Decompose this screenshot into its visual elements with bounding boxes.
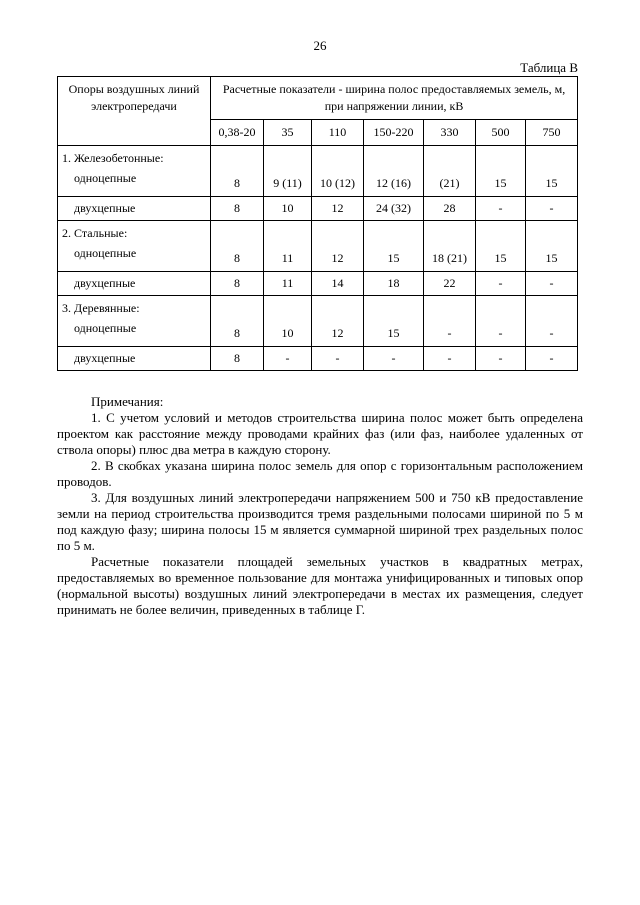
table-row: [58, 347, 578, 371]
table-caption: Таблица В: [520, 60, 578, 75]
table-cell: 11: [264, 272, 312, 296]
table-cell: 10 (12): [312, 146, 364, 197]
table-cell: 8: [211, 197, 264, 221]
table-cell: 15: [364, 296, 424, 347]
note-item: 2. В скобках указана ширина полос земель для опор с горизонтальным расположением проводов.: [57, 458, 583, 489]
table-cell: -: [526, 347, 578, 371]
table-row: [58, 221, 578, 272]
header-supports: Опоры воздушных линий электропередачи: [58, 77, 211, 146]
voltage-header: 500: [476, 120, 526, 146]
voltage-header: 35: [264, 120, 312, 146]
table-cell: 15: [476, 146, 526, 197]
table-cell: -: [476, 197, 526, 221]
notes-section: [57, 394, 583, 618]
table-cell: 10: [264, 197, 312, 221]
voltage-header: 0,38-20: [211, 120, 264, 146]
row-label: [58, 347, 211, 371]
table-cell: 9 (11): [264, 146, 312, 197]
table-cell: 8: [211, 146, 264, 197]
table-row: [58, 146, 578, 197]
table-cell: -: [364, 347, 424, 371]
table-cell: -: [476, 272, 526, 296]
table-cell: -: [424, 296, 476, 347]
table-cell: 11: [264, 221, 312, 272]
table-cell: -: [264, 347, 312, 371]
table-cell: 14: [312, 272, 364, 296]
notes-title: Примечания:: [91, 394, 164, 409]
table-cell: 12: [312, 197, 364, 221]
header-row: [58, 77, 578, 120]
header-indicators: Расчетные показатели - ширина полос предоставляемых земель, м, при напряжении линии, кВ: [211, 77, 578, 120]
table-cell: -: [526, 296, 578, 347]
row-label: [58, 296, 211, 347]
row-sublabel: двухцепные: [74, 276, 136, 290]
row-sublabel: одноцепные: [74, 321, 137, 335]
table-cell: 24 (32): [364, 197, 424, 221]
group-title: 1. Железобетонные:: [62, 151, 164, 165]
table-cell: 18: [364, 272, 424, 296]
table-cell: 12: [312, 296, 364, 347]
table-cell: 12 (16): [364, 146, 424, 197]
table-cell: 15: [526, 221, 578, 272]
voltage-header: 330: [424, 120, 476, 146]
table-cell: -: [526, 197, 578, 221]
note-item: 3. Для воздушных линий электропередачи напряжением 500 и 750 кВ предоставление земли на период строительства производится тремя раздельными полосами шириной по 5 м под каждую фазу; ширина полосы 15 м является суммарной шириной трех раздельных полос по 5 м.: [57, 490, 583, 553]
voltage-header: 110: [312, 120, 364, 146]
table-cell: 8: [211, 296, 264, 347]
land-width-table: [57, 76, 578, 371]
table-cell: 15: [476, 221, 526, 272]
table-cell: 15: [364, 221, 424, 272]
row-sublabel: двухцепные: [74, 351, 136, 365]
table-cell: 12: [312, 221, 364, 272]
note-item: 1. С учетом условий и методов строительства ширина полос может быть определена проектом как расстояние между проводами крайних фаз (или фаз, наиболее удаленных от ствола опоры) плюс два метра в каждую сторону.: [57, 410, 583, 457]
row-label: [58, 221, 211, 272]
table-row: [58, 272, 578, 296]
voltage-header: 750: [526, 120, 578, 146]
page-number: 26: [313, 38, 327, 53]
table-cell: 10: [264, 296, 312, 347]
table-cell: -: [476, 296, 526, 347]
table-cell: 15: [526, 146, 578, 197]
row-label: [58, 146, 211, 197]
group-title: 3. Деревянные:: [62, 301, 140, 315]
table-cell: (21): [424, 146, 476, 197]
table-cell: 8: [211, 347, 264, 371]
table-cell: -: [312, 347, 364, 371]
table-cell: 18 (21): [424, 221, 476, 272]
table-cell: -: [526, 272, 578, 296]
row-sublabel: одноцепные: [74, 246, 137, 260]
table-cell: 28: [424, 197, 476, 221]
table-row: [58, 197, 578, 221]
row-sublabel: двухцепные: [74, 201, 136, 215]
table-cell: -: [424, 347, 476, 371]
table-row: [58, 296, 578, 347]
table-cell: 8: [211, 221, 264, 272]
table-cell: -: [476, 347, 526, 371]
row-label: [58, 197, 211, 221]
row-label: [58, 272, 211, 296]
closing-paragraph: Расчетные показатели площадей земельных участков в квадратных метрах, предоставляемых во временное пользование для монтажа унифицированных и типовых опор (нормальной высоты) воздушных линий электропередачи в местах их размещения, следует принимать не более величин, приведенных в таблице Г.: [57, 554, 583, 617]
table-cell: 8: [211, 272, 264, 296]
row-sublabel: одноцепные: [74, 171, 137, 185]
table-cell: 22: [424, 272, 476, 296]
group-title: 2. Стальные:: [62, 226, 128, 240]
voltage-header: 150-220: [364, 120, 424, 146]
